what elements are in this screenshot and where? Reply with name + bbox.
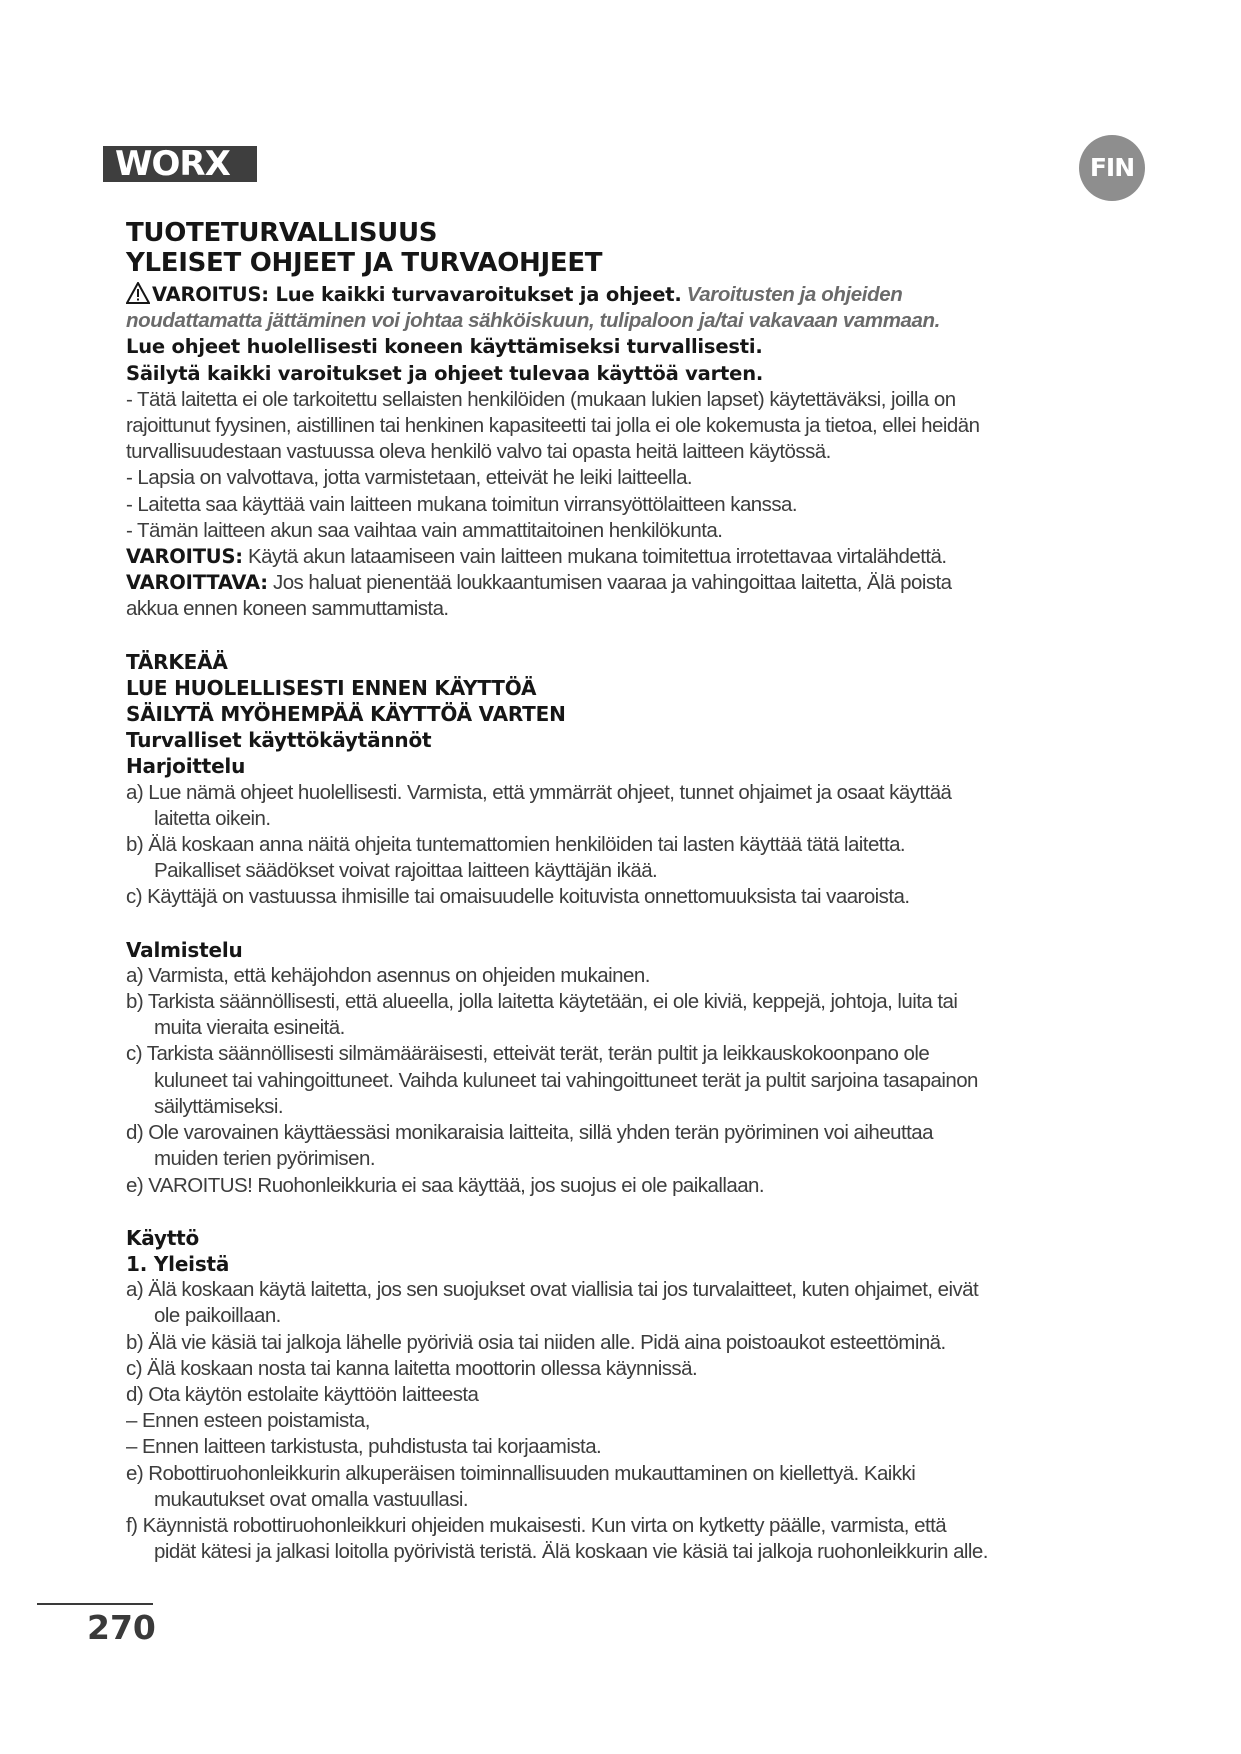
warning-label: VAROITUS: Lue kaikki turvavaroitukset ja ohjeet.	[152, 283, 682, 306]
warning-italic-1: Varoitusten ja ohjeiden	[686, 283, 903, 306]
operation-subheading: 1. Yleistä	[126, 1251, 230, 1276]
varoittava-text: Jos haluat pienentää loukkaantumisen vaaraa ja vahingoittaa laitetta, Älä poista	[267, 571, 952, 595]
practices-heading: Turvalliset käyttökäytännöt	[126, 728, 432, 753]
warning-line-3: Lue ohjeet huolellisesti koneen käyttämiseksi turvallisesti.	[126, 335, 763, 359]
intro-line: - Lapsia on valvottava, jotta varmistetaan, etteivät he leiki laitteella.	[126, 466, 693, 490]
intro-line: - Tämän laitteen akun saa vaihtaa vain ammattitaitoinen henkilökunta.	[126, 518, 723, 542]
title-general-instructions: YLEISET OHJEET JA TURVAOHJEET	[126, 248, 603, 278]
worx-logo	[103, 146, 257, 182]
footer-divider	[37, 1603, 153, 1605]
preparation-list-item: muita vieraita esineitä.	[154, 1016, 345, 1040]
operation-list-item: e) Robottiruohonleikkurin alkuperäisen toiminnallisuuden mukauttaminen on kiellettyä. Kaikki	[126, 1461, 916, 1485]
operation-list-item: pidät kätesi ja jalkasi loitolla pyörivistä teristä. Älä koskaan vie käsiä tai jalkoja ruohonleikkurin alle.	[154, 1540, 988, 1564]
operation-list-item: d) Ota käytön estolaite käyttöön laitteesta	[126, 1382, 479, 1406]
preparation-list-item: b) Tarkista säännöllisesti, että alueella, jolla laitetta käytetään, ei ole kiviä, keppejä, johtoja, luita tai	[126, 990, 958, 1014]
operation-list-item: b) Älä vie käsiä tai jalkoja lähelle pyöriviä osia tai niiden alle. Pidä aina poistoaukot esteettöminä.	[126, 1330, 946, 1354]
important-heading: LUE HUOLELLISESTI ENNEN KÄYTTÖÄ	[126, 675, 537, 700]
varoittava-line-cont: akkua ennen koneen sammuttamista.	[126, 597, 449, 621]
varoittava-label: VAROITTAVA:	[126, 571, 268, 595]
preparation-list-item: kuluneet tai vahingoittuneet. Vaihda kuluneet tai vahingoittuneet terät ja pultit sarjoina tasapainon	[154, 1068, 978, 1092]
preparation-list-item: c) Tarkista säännöllisesti silmämääräisesti, etteivät terät, terän pultit ja leikkauskokoonpano ole	[126, 1042, 930, 1066]
preparation-list-item: muiden terien pyörimisen.	[154, 1147, 375, 1171]
operation-list-item: f) Käynnistä robottiruohonleikkuri ohjeiden mukaisesti. Kun virta on kytketty päälle, varmista, että	[126, 1513, 947, 1537]
training-heading: Harjoittelu	[126, 754, 246, 779]
intro-line: turvallisuudestaan vastuussa oleva henkilö valvo tai opasta heitä laitteen käytössä.	[126, 440, 831, 464]
operation-list	[126, 1277, 1126, 1565]
warning-triangle-icon	[126, 282, 150, 304]
training-list-item: laitetta oikein.	[154, 806, 271, 830]
operation-list-item: – Ennen esteen poistamista,	[126, 1409, 370, 1433]
operation-list-item: ole paikoillaan.	[154, 1304, 281, 1328]
warning-line-1	[126, 282, 1126, 308]
operation-heading: Käyttö	[126, 1225, 200, 1250]
document-body	[126, 218, 1126, 1565]
intro-line: rajoittunut fyysinen, aistillinen tai henkinen kapasiteetti tai jolla ei ole kokemusta ja tietoa, ellei heidän	[126, 414, 980, 438]
preparation-list-item: e) VAROITUS! Ruohonleikkuria ei saa käyttää, jos suojus ei ole paikallaan.	[126, 1173, 765, 1197]
preparation-list-item: d) Ole varovainen käyttäessäsi monikaraisia laitteita, sillä yhden terän pyöriminen voi aiheuttaa	[126, 1121, 933, 1145]
operation-list-item: a) Älä koskaan käytä laitetta, jos sen suojukset ovat viallisia tai jos turvalaitteet, kuten ohjaimet, eivät	[126, 1278, 979, 1302]
warning-line-4: Säilytä kaikki varoitukset ja ohjeet tulevaa käyttöä varten.	[126, 361, 764, 385]
preparation-list-item: säilyttämiseksi.	[154, 1094, 284, 1118]
preparation-list	[126, 963, 1126, 1199]
operation-list-item: mukautukset ovat omalla vastuullasi.	[154, 1487, 469, 1511]
important-heading: TÄRKEÄÄ	[126, 649, 228, 674]
important-heading: SÄILYTÄ MYÖHEMPÄÄ KÄYTTÖÄ VARTEN	[126, 702, 566, 727]
preparation-heading: Valmistelu	[126, 937, 243, 962]
title-product-safety: TUOTETURVALLISUUS	[126, 218, 438, 248]
intro-line: - Laitetta saa käyttää vain laitteen mukana toimitun virransyöttölaitteen kanssa.	[126, 492, 798, 516]
varoitus-line	[126, 544, 1126, 570]
preparation-list-item: a) Varmista, että kehäjohdon asennus on ohjeiden mukainen.	[126, 963, 650, 987]
logo-text: WORX	[115, 144, 230, 184]
varoitus-text: Käytä akun lataamiseen vain laitteen mukana toimitettua irrotettavaa virtalähdettä.	[242, 545, 947, 569]
warning-italic-2: noudattamatta jättäminen voi johtaa sähköiskuun, tulipaloon ja/tai vakavaan vammaan.	[126, 309, 940, 333]
training-list-item: b) Älä koskaan anna näitä ohjeita tuntemattomien henkilöiden tai lasten käyttää tätä laitetta.	[126, 833, 906, 857]
language-badge: FIN	[1079, 135, 1145, 201]
page-number: 270	[87, 1608, 156, 1647]
training-list-item: a) Lue nämä ohjeet huolellisesti. Varmista, että ymmärrät ohjeet, tunnet ohjaimet ja osaat käyttää	[126, 780, 952, 804]
training-list-item: Paikalliset säädökset voivat rajoittaa laitteen käyttäjän ikää.	[154, 859, 658, 883]
varoittava-line	[126, 570, 1126, 596]
varoitus-label: VAROITUS:	[126, 545, 243, 569]
operation-list-item: c) Älä koskaan nosta tai kanna laitetta moottorin ollessa käynnissä.	[126, 1356, 698, 1380]
training-list-item: c) Käyttäjä on vastuussa ihmisille tai omaisuudelle koituvista onnettomuuksista tai vaaroista.	[126, 885, 910, 909]
intro-line: - Tätä laitetta ei ole tarkoitettu sellaisten henkilöiden (mukaan lukien lapset) käytettäväksi, joilla on	[126, 387, 956, 411]
operation-list-item: – Ennen laitteen tarkistusta, puhdistusta tai korjaamista.	[126, 1435, 602, 1459]
training-list	[126, 780, 1126, 911]
